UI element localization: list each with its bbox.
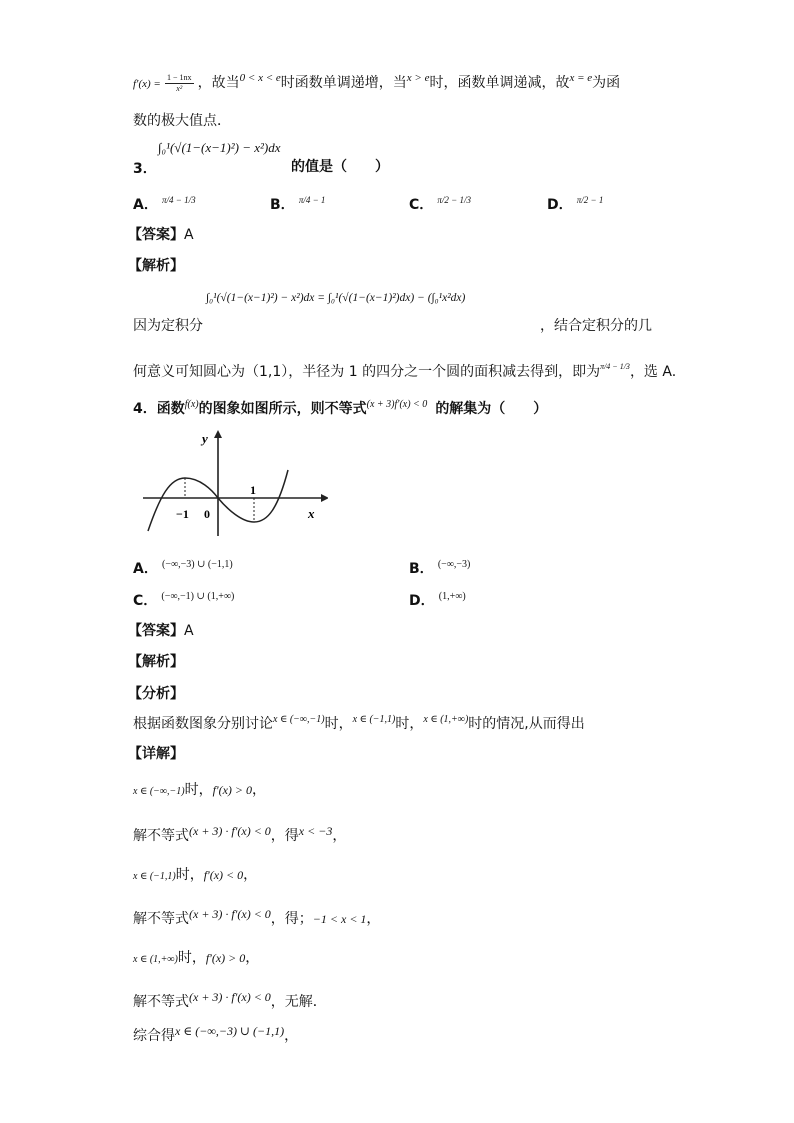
text-segment: ，故当 <box>197 75 240 91</box>
function-graph <box>138 428 328 538</box>
text-segment: ， <box>243 867 258 883</box>
math-interval: x ∈ (−1,1) <box>352 714 396 725</box>
option-label: D． <box>409 593 435 609</box>
math-expression: −1 < x < 1 <box>312 912 367 926</box>
math-condition: x = e <box>569 72 593 84</box>
text-segment: 的解集为（ ） <box>435 401 548 417</box>
q4-option-d <box>409 590 466 610</box>
option-label: A． <box>133 561 158 577</box>
q3-option-c <box>409 194 471 214</box>
text-segment: ，得； <box>270 911 313 927</box>
q3-analysis-label: 【解析】 <box>128 258 184 274</box>
x-axis-arrow-icon <box>321 494 328 502</box>
q3-answer <box>128 224 194 244</box>
text-segment: ， <box>245 950 260 966</box>
q4-option-c <box>133 590 234 610</box>
option-value: (−∞,−1) ∪ (1,+∞) <box>161 591 235 602</box>
math-expression: (x + 3) · f′(x) < 0 <box>189 990 271 1004</box>
text-segment: 根据函数图象分别讨论 <box>133 716 273 732</box>
text-segment: 解不等式 <box>133 828 189 844</box>
option-value: π/4 − 1/3 <box>161 195 196 205</box>
text-segment: 解不等式 <box>133 994 189 1010</box>
option-label: C． <box>409 197 434 213</box>
text-segment: 的图象如图所示，则不等式 <box>198 401 367 417</box>
option-value: (1,+∞) <box>438 591 466 602</box>
q3-option-b <box>270 194 325 214</box>
option-value: π/2 − 1/3 <box>437 195 472 205</box>
text-segment: 综合得 <box>133 1028 175 1044</box>
text-segment: 时， <box>175 867 204 883</box>
math-expression: f′(x) > 0 <box>205 951 246 965</box>
detail-line <box>133 1024 298 1045</box>
math-interval: x ∈ (−∞,−3) ∪ (−1,1) <box>175 1024 285 1038</box>
text-line: 数的极大值点． <box>133 113 231 129</box>
q4-analysis-label: 【解析】 <box>128 654 184 670</box>
text-segment: 为函 <box>592 75 621 91</box>
q4-xiangjie-label: 【详解】 <box>128 746 184 762</box>
text-segment: 何意义可知圆心为（1,1），半径为 1 的四分之一个圆的面积减去得到，即为 <box>133 364 601 380</box>
text-segment: ， <box>366 911 381 927</box>
q4-fenxi-text <box>133 713 585 733</box>
option-label: B． <box>409 561 434 577</box>
text-segment: 时， <box>177 950 206 966</box>
detail-line <box>133 779 266 799</box>
q4-answer <box>128 620 194 640</box>
answer-value: A <box>184 623 194 639</box>
math-expression: (x + 3) · f′(x) < 0 <box>189 907 271 921</box>
math-expression: f′(x) < 0 <box>203 868 244 882</box>
y-axis-arrow-icon <box>214 430 222 438</box>
text-segment: ，无解． <box>270 994 327 1010</box>
q3-analysis-line2 <box>133 361 676 381</box>
option-label: B． <box>270 197 295 213</box>
q4-fenxi-label: 【分析】 <box>128 686 184 702</box>
derivative-fraction <box>165 74 194 93</box>
text-segment: ，选 A. <box>629 364 677 380</box>
math-inequality: (x + 3)f′(x) < 0 <box>366 399 428 410</box>
math-value: π/4 − 1/3 <box>600 362 630 371</box>
option-label: C． <box>133 593 158 609</box>
option-label: D． <box>547 197 573 213</box>
y-axis-label: y <box>202 431 208 446</box>
x-axis-label: x <box>308 506 315 521</box>
math-interval: x ∈ (1,+∞) <box>423 714 469 725</box>
text-segment: ， <box>284 1028 299 1044</box>
text-segment: 时， <box>395 716 424 732</box>
text-segment: ， <box>252 782 267 798</box>
option-value: π/4 − 1 <box>298 195 326 205</box>
detail-line <box>133 824 346 845</box>
text-segment: ，得 <box>270 828 299 844</box>
q3-analysis-prefix: 因为定积分 <box>133 318 203 334</box>
answer-label: 【答案】 <box>128 623 184 639</box>
fraction-denominator: x² <box>176 84 183 93</box>
q4-option-b <box>409 558 470 578</box>
math-fx: f(x) <box>184 399 199 410</box>
detail-line <box>133 990 327 1011</box>
text-segment: ， <box>332 828 347 844</box>
math-expression: f′(x) > 0 <box>212 783 253 797</box>
answer-value: A <box>184 227 194 243</box>
option-value: π/2 − 1 <box>576 195 604 205</box>
text-segment: 时， <box>324 716 353 732</box>
q3-option-d <box>547 194 603 214</box>
text-segment: 函数 <box>156 401 185 417</box>
option-value: (−∞,−3) <box>437 559 471 570</box>
q4-option-a <box>133 558 233 578</box>
text-segment: 解不等式 <box>133 911 189 927</box>
text-segment: 时， <box>184 782 213 798</box>
math-interval: x ∈ (−∞,−1) <box>273 714 325 725</box>
math-interval: x ∈ (−∞,−1) <box>133 786 185 797</box>
fraction-numerator: 1 − 1nx <box>166 73 192 82</box>
math-interval: x ∈ (−1,1) <box>133 871 176 882</box>
text-segment: 时函数单调递增，当 <box>280 75 407 91</box>
detail-line <box>133 907 380 928</box>
math-expression: (x + 3) · f′(x) < 0 <box>189 824 271 838</box>
detail-line <box>133 947 259 967</box>
math-expression: x < −3 <box>298 824 333 838</box>
text-segment: 时，函数单调递减，故 <box>429 75 570 91</box>
q3-analysis-formula: ∫₀¹(√(1−(x−1)²) − x²)dx = ∫₀¹(√(1−(x−1)²)dx) − (∫₀¹x²dx) <box>206 292 466 304</box>
text-segment: 时的情况,从而得出 <box>468 716 585 732</box>
q3-option-a <box>133 194 196 214</box>
derivative-line <box>133 72 620 93</box>
q3-analysis-suffix: ，结合定积分的几 <box>540 318 652 334</box>
answer-label: 【答案】 <box>128 227 184 243</box>
option-value: (−∞,−3) ∪ (−1,1) <box>161 559 233 570</box>
option-label: A． <box>133 197 158 213</box>
detail-line <box>133 864 257 884</box>
derivative-label: f′(x) = <box>133 78 161 90</box>
math-interval: x ∈ (1,+∞) <box>133 954 178 965</box>
tick-label-zero: 0 <box>204 507 210 521</box>
tick-label-one: 1 <box>250 483 256 497</box>
q3-number: 3． <box>133 161 157 177</box>
math-condition: x > e <box>406 72 430 84</box>
tick-label-neg1: −1 <box>176 507 189 521</box>
q4-number: 4． <box>133 401 157 417</box>
math-condition: 0 < x < e <box>239 72 281 84</box>
q3-integral: ∫₀¹(√(1−(x−1)²) − x²)dx <box>158 140 281 155</box>
q4-stem <box>133 398 547 418</box>
q3-stem: 的值是（ ） <box>291 159 389 175</box>
